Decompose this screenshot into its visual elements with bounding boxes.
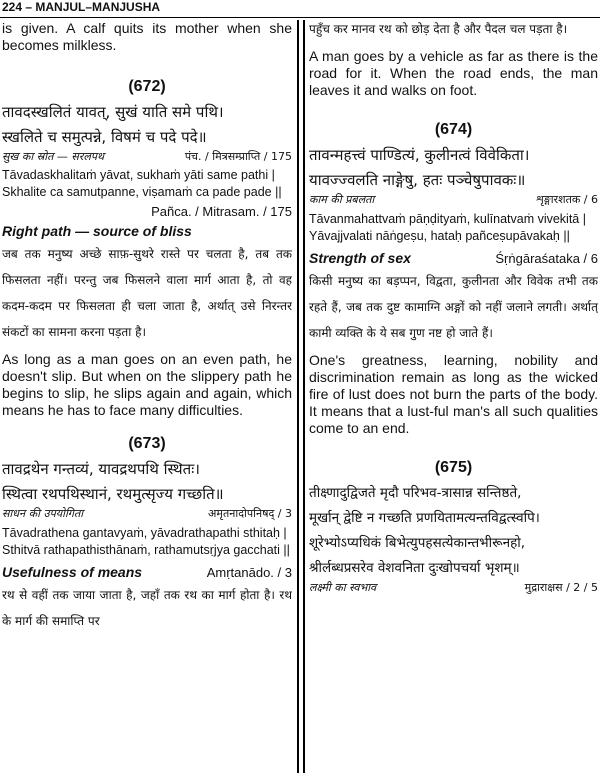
sanskrit-verse [309,143,598,193]
left-column [2,20,292,773]
transliteration [2,167,292,201]
sanskrit-verse [309,481,598,581]
sanskrit-line: स्खलिते च समुत्पन्ने, विषमं च पदे पदे॥ [2,128,207,146]
hindi-title: काम की प्रबलता [309,193,375,206]
english-title: Right path — source of bliss [2,223,192,239]
translit-line: Skhalite ca samutpanne, viṣamaṁ ca pade pade || [2,185,282,199]
hindi-source: अमृतनादोपनिषद् / 3 [208,507,292,520]
sanskrit-verse [2,457,292,507]
translit-line: Tāvadrathena gantavyaṁ, yāvadrathapathi sthitaḥ | [2,526,287,540]
column-divider [303,20,305,773]
column-divider [297,20,299,773]
translit-line: Sthitvā rathapathisthānaṁ, rathamutsṛjya gacchati || [2,543,290,557]
sanskrit-verse [2,100,292,150]
sanskrit-line: तावदस्खलितं यावत्, सुखं याति समे पथि। [2,103,224,121]
english-heading [309,249,598,268]
hindi-heading [2,150,292,164]
hindi-heading [309,581,598,595]
translit-line: Yāvajjvalati nāṅgeṣu, hataḥ pañceṣupāvakaḥ || [309,229,570,243]
sanskrit-line: तीक्ष्णादुद्विजते मृदौ परिभव-त्रासान्न सन्तिष्ठते, [309,485,522,501]
english-translation: As long as a man goes on an even path, he doesn't slip. But when on the slippery path he begins to slip, he slips again and again, which means he has to face many difficulties. [2,351,292,418]
verse-number: (673) [128,435,166,452]
sanskrit-line: यावज्ज्वलति नाङ्गेषु, हतः पञ्चेषुपावकः॥ [309,171,526,189]
hindi-source: शृङ्गारशतक / 6 [536,193,598,206]
sanskrit-line: मूर्खान् द्वेष्टि न गच्छति प्रणयितामत्यन्तविद्वत्स्वपि। [309,510,540,526]
english-title: Usefulness of means [2,564,143,580]
hindi-title: सुख का स्रोत — सरलपथ [2,150,105,163]
hindi-translation: जब तक मनुष्य अच्छे साफ़-सुथरे रास्ते पर चलता है, तब तक फिसलता नहीं। परन्तु जब फिसलने वाला मार्ग आता है, तो वह कदम-कदम पर फिसलता ही चला जाता है, अर्थात् उसे निरन्तर संकटों का सामना करना पड़ता है। [2,247,292,339]
right-column [309,20,598,773]
english-translation: One's greatness, learning, nobility and discrimination remain as long as the wicked fire of lust does not burn the parts of the body. It means that a lust-ful man's all such qualities come to an end. [309,352,598,436]
hindi-source: पंच. / मित्रसम्प्राप्ति / 175 [184,150,292,163]
english-source: Amṛtanādo. / 3 [206,565,292,580]
sanskrit-line: तावन्महत्त्वं पाण्डित्यं, कुलीनत्वं विवेकिता। [309,146,530,164]
hindi-heading [309,193,598,207]
hindi-title: लक्ष्मी का स्वभाव [309,581,377,594]
translit-line: Tāvadaskhalitaṁ yāvat, sukhaṁ yāti same pathi | [2,168,275,182]
hindi-heading [2,507,292,521]
verse-number: (672) [128,78,166,95]
continued-text: is given. A calf quits its mother when she becomes milkless. [2,20,292,53]
verse-number: (675) [434,459,473,476]
hindi-title: साधन की उपयोगिता [2,507,84,520]
english-heading [2,563,292,582]
transliteration [309,211,598,245]
sanskrit-line: स्थित्वा रथपथिस्थानं, रथमुत्सृज्य गच्छति॥ [2,485,224,503]
translit-source: Pañca. / Mitrasam. / 175 [151,204,292,219]
continued-hindi: पहुँच कर मानव रथ को छोड़ देता है और पैदल चल पड़ता है। [309,22,568,36]
verse-number: (674) [434,121,473,138]
continued-english: A man goes by a vehicle as far as there is the road for it. When the road ends, the man leaves it and walks on foot. [309,48,598,98]
header-rule [0,17,600,18]
sanskrit-line: तावद्रथेन गन्तव्यं, यावद्रथपथि स्थितः। [2,460,200,478]
hindi-translation: किसी मनुष्य का बड़प्पन, विद्वता, कुलीनता और विवेक तभी तक रहते हैं, जब तक दुष्ट कामाग्नि अङ्गों को नहीं जलाने लगती। अर्थात् कामी व्यक्ति के ये सब गुण नष्ट हो जाते हैं। [309,274,598,340]
sanskrit-line: श्रीर्लब्धप्रसरेव वेशवनिता दुःखोपचर्या भृशम्॥ [309,560,520,576]
hindi-translation: रथ से वहीं तक जाया जाता है, जहाँ तक रथ का मार्ग होता है। रथ के मार्ग की समाप्ति पर [2,588,292,628]
english-title: Strength of sex [309,250,411,266]
english-heading [2,222,292,241]
sanskrit-line: शूरेभ्योऽप्यधिकं बिभेत्युपहसत्येकान्तभीरूनहो, [309,535,526,551]
hindi-source: मुद्राराक्षस / 2 / 5 [524,581,598,594]
running-head: 224 – MANJUL–MANJUSHA [2,0,161,14]
english-source: Śṛṅgāraśataka / 6 [495,251,598,266]
translit-line: Tāvanmahattvaṁ pāṇḍityaṁ, kulīnatvaṁ vivekitā | [309,212,586,226]
transliteration [2,525,292,559]
